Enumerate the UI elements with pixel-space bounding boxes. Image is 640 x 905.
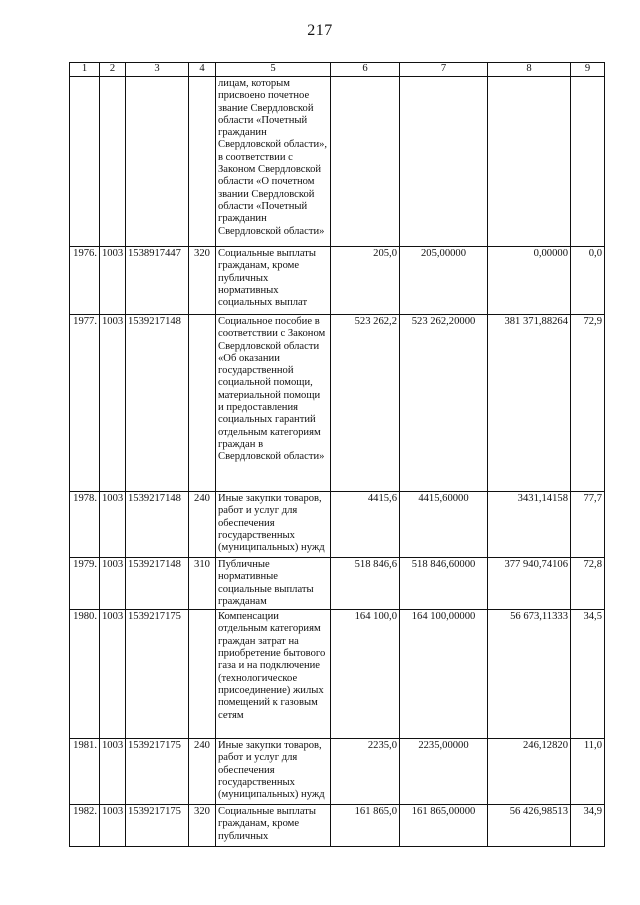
page-number: 217 bbox=[307, 22, 333, 39]
table-row bbox=[70, 739, 605, 805]
section-code: 1003 bbox=[100, 610, 126, 739]
section-code: 1003 bbox=[100, 558, 126, 610]
item-name: Социальное пособие в соответствии с Законом Свердловской области «Об оказании государственной социальной помощи, материальной помощи и предоставления социальных гарантий отдельным категориям граждан в Свердловской области» bbox=[216, 315, 331, 492]
expense-type-code bbox=[189, 315, 216, 492]
row-number bbox=[70, 77, 100, 247]
executed-amount: 381 371,88264 bbox=[488, 315, 571, 492]
expense-type-code: 320 bbox=[189, 805, 216, 847]
approved-amount: 2235,0 bbox=[331, 739, 400, 805]
expense-type-code bbox=[189, 610, 216, 739]
table-row bbox=[70, 247, 605, 315]
execution-percent: 72,9 bbox=[571, 315, 605, 492]
section-code bbox=[100, 77, 126, 247]
target-article-code: 1539217175 bbox=[126, 805, 189, 847]
budget-amount: 2235,00000 bbox=[400, 739, 488, 805]
target-article-code: 1539217148 bbox=[126, 558, 189, 610]
executed-amount: 0,00000 bbox=[488, 247, 571, 315]
expense-type-code bbox=[189, 77, 216, 247]
section-code: 1003 bbox=[100, 247, 126, 315]
section-code: 1003 bbox=[100, 492, 126, 558]
executed-amount: 246,12820 bbox=[488, 739, 571, 805]
row-number: 1981. bbox=[70, 739, 100, 805]
approved-amount: 518 846,6 bbox=[331, 558, 400, 610]
column-header: 7 bbox=[400, 63, 488, 77]
row-number: 1979. bbox=[70, 558, 100, 610]
budget-table bbox=[69, 62, 605, 847]
column-header: 6 bbox=[331, 63, 400, 77]
executed-amount: 377 940,74106 bbox=[488, 558, 571, 610]
expense-type-code: 320 bbox=[189, 247, 216, 315]
execution-percent: 77,7 bbox=[571, 492, 605, 558]
column-header: 2 bbox=[100, 63, 126, 77]
target-article-code: 1539217175 bbox=[126, 739, 189, 805]
column-header: 8 bbox=[488, 63, 571, 77]
table-row bbox=[70, 558, 605, 610]
expense-type-code: 240 bbox=[189, 739, 216, 805]
execution-percent: 72,8 bbox=[571, 558, 605, 610]
approved-amount: 161 865,0 bbox=[331, 805, 400, 847]
item-name: лицам, которым присвоено почетное звание Свердловской области «Почетный гражданин Свердловской области», в соответствии с Законом Свердловской области «О почетном звании Свердловской области «Почетный гражданин Свердловской области» bbox=[216, 77, 331, 247]
table-row bbox=[70, 805, 605, 847]
execution-percent: 34,9 bbox=[571, 805, 605, 847]
column-header: 9 bbox=[571, 63, 605, 77]
column-header: 4 bbox=[189, 63, 216, 77]
target-article-code bbox=[126, 77, 189, 247]
budget-amount: 164 100,00000 bbox=[400, 610, 488, 739]
column-header: 1 bbox=[70, 63, 100, 77]
approved-amount: 205,0 bbox=[331, 247, 400, 315]
item-name: Социальные выплаты гражданам, кроме публичных bbox=[216, 805, 331, 847]
header-row bbox=[70, 63, 605, 77]
section-code: 1003 bbox=[100, 315, 126, 492]
executed-amount: 56 426,98513 bbox=[488, 805, 571, 847]
column-header: 5 bbox=[216, 63, 331, 77]
item-name: Социальные выплаты гражданам, кроме публичных нормативных социальных выплат bbox=[216, 247, 331, 315]
execution-percent: 0,0 bbox=[571, 247, 605, 315]
column-header: 3 bbox=[126, 63, 189, 77]
target-article-code: 1539217175 bbox=[126, 610, 189, 739]
expense-type-code: 240 bbox=[189, 492, 216, 558]
execution-percent: 11,0 bbox=[571, 739, 605, 805]
budget-amount: 518 846,60000 bbox=[400, 558, 488, 610]
section-code: 1003 bbox=[100, 739, 126, 805]
target-article-code: 1539217148 bbox=[126, 315, 189, 492]
item-name: Иные закупки товаров, работ и услуг для обеспечения государственных (муниципальных) нужд bbox=[216, 492, 331, 558]
target-article-code: 1538917447 bbox=[126, 247, 189, 315]
approved-amount bbox=[331, 77, 400, 247]
item-name: Компенсации отдельным категориям граждан затрат на приобретение бытового газа и на подключение (технологическое присоединение) жилых помещений к газовым сетям bbox=[216, 610, 331, 739]
executed-amount: 56 673,11333 bbox=[488, 610, 571, 739]
budget-amount bbox=[400, 77, 488, 247]
budget-amount: 161 865,00000 bbox=[400, 805, 488, 847]
budget-amount: 4415,60000 bbox=[400, 492, 488, 558]
row-number: 1977. bbox=[70, 315, 100, 492]
executed-amount: 3431,14158 bbox=[488, 492, 571, 558]
budget-amount: 523 262,20000 bbox=[400, 315, 488, 492]
section-code: 1003 bbox=[100, 805, 126, 847]
table-row bbox=[70, 77, 605, 247]
execution-percent bbox=[571, 77, 605, 247]
item-name: Публичные нормативные социальные выплаты гражданам bbox=[216, 558, 331, 610]
approved-amount: 164 100,0 bbox=[331, 610, 400, 739]
table-row bbox=[70, 610, 605, 739]
row-number: 1982. bbox=[70, 805, 100, 847]
execution-percent: 34,5 bbox=[571, 610, 605, 739]
target-article-code: 1539217148 bbox=[126, 492, 189, 558]
table-row bbox=[70, 492, 605, 558]
row-number: 1978. bbox=[70, 492, 100, 558]
executed-amount bbox=[488, 77, 571, 247]
expense-type-code: 310 bbox=[189, 558, 216, 610]
row-number: 1980. bbox=[70, 610, 100, 739]
approved-amount: 523 262,2 bbox=[331, 315, 400, 492]
table-row bbox=[70, 315, 605, 492]
budget-amount: 205,00000 bbox=[400, 247, 488, 315]
row-number: 1976. bbox=[70, 247, 100, 315]
approved-amount: 4415,6 bbox=[331, 492, 400, 558]
item-name: Иные закупки товаров, работ и услуг для обеспечения государственных (муниципальных) нужд bbox=[216, 739, 331, 805]
